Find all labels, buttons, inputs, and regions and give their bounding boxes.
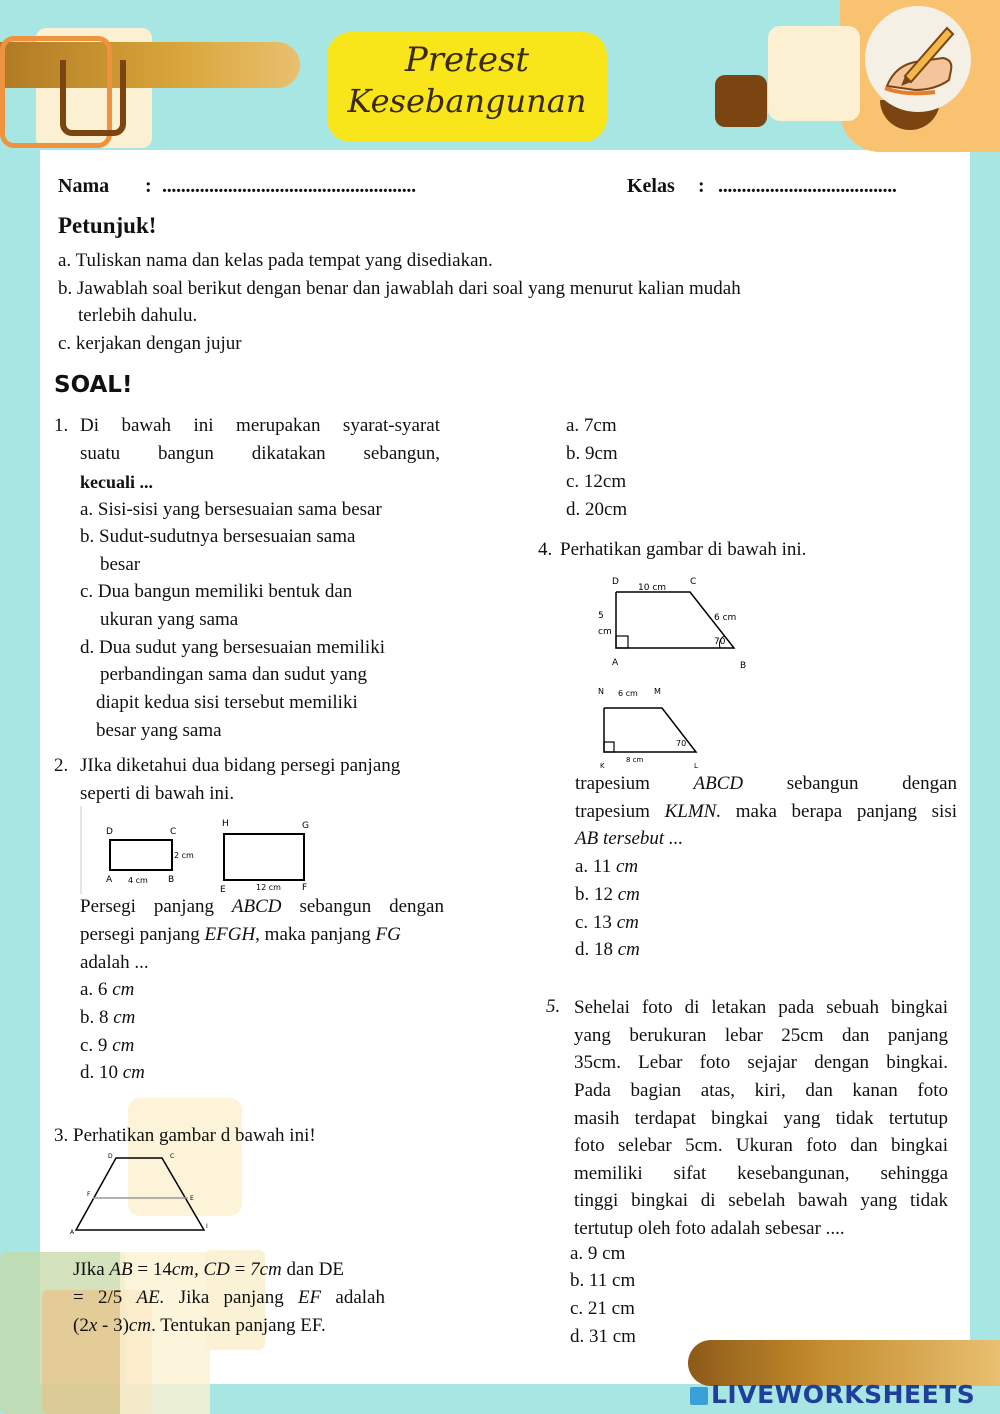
- svg-text:M: M: [654, 687, 661, 696]
- q4-text-line2: trapesium KLMN. maka berapa panjang sisi: [575, 801, 957, 822]
- rectangle-abcd: [110, 840, 172, 870]
- q5-line6: foto selebar 5cm. Ukuran foto dan bingkai: [574, 1135, 948, 1156]
- q2-statement-line1: Persegi panjang ABCD sebangun dengan: [80, 896, 444, 917]
- svg-text:D: D: [106, 827, 113, 837]
- svg-text:K: K: [600, 762, 605, 770]
- q2-rectangles-figure: [80, 806, 320, 896]
- svg-text:6 cm: 6 cm: [618, 689, 638, 698]
- decor-cream-square-right: [768, 26, 860, 121]
- svg-text:5: 5: [598, 611, 604, 621]
- svg-text:C: C: [170, 827, 177, 837]
- frame-right: [970, 0, 1000, 1414]
- q1-option-c-cont: ukuran yang sama: [100, 609, 239, 630]
- brand-text: LIVEWORKSHEETS: [711, 1380, 976, 1409]
- q5-option-a[interactable]: a. 9 cm: [570, 1243, 626, 1264]
- svg-text:cm: cm: [598, 627, 612, 637]
- q1-option-b[interactable]: b. Sudut-sudutnya bersesuaian sama: [80, 526, 356, 547]
- q3-option-c[interactable]: c. 12cm: [566, 471, 627, 492]
- instruction-b-line1: b. Jawablah soal berikut dengan benar dan jawablah dari soal yang menurut kalian mudah: [58, 278, 741, 299]
- svg-text:E: E: [220, 885, 226, 895]
- q2-statement-line3: adalah ...: [80, 952, 149, 973]
- q4-option-b[interactable]: b. 12 cm: [575, 884, 640, 905]
- q4-line1: Perhatikan gambar di bawah ini.: [560, 539, 807, 560]
- svg-text:H: H: [222, 819, 229, 829]
- svg-text:L: L: [694, 762, 698, 770]
- q5-line2: yang berukuran lebar 25cm dan panjang: [574, 1025, 948, 1046]
- q1-option-d-cont3: besar yang sama: [96, 720, 222, 741]
- svg-text:6 cm: 6 cm: [714, 613, 737, 623]
- svg-text:C: C: [690, 577, 697, 587]
- svg-text:4 cm: 4 cm: [128, 876, 148, 885]
- svg-text:F: F: [302, 883, 308, 893]
- title-line-1: Pretest: [404, 40, 530, 80]
- q1-number: 1.: [54, 415, 69, 436]
- svg-text:A: A: [70, 1229, 75, 1236]
- q3-text-line1: JIka AB = 14cm, CD = 7cm dan DE: [73, 1259, 345, 1280]
- svg-text:N: N: [598, 687, 604, 696]
- q3-option-d[interactable]: d. 20cm: [566, 499, 628, 520]
- q1-option-d-cont2: diapit kedua sisi tersebut memiliki: [96, 692, 358, 713]
- class-colon: :: [698, 175, 705, 197]
- svg-text:A: A: [612, 658, 619, 668]
- name-label: Nama: [58, 175, 110, 197]
- q4-text-line1: trapesium ABCD sebangun dengan: [575, 773, 958, 794]
- decor-brown-outline: [60, 60, 126, 136]
- q3-number: 3.: [54, 1125, 69, 1146]
- name-colon: :: [145, 175, 152, 197]
- instruction-b-line2: terlebih dahulu.: [78, 305, 198, 326]
- q1-option-c[interactable]: c. Dua bangun memiliki bentuk dan: [80, 581, 353, 602]
- q1-option-d[interactable]: d. Dua sudut yang bersesuaian memiliki: [80, 637, 385, 658]
- instruction-c: c. kerjakan dengan jujur: [58, 333, 242, 354]
- instructions-heading: Petunjuk!: [58, 213, 157, 238]
- svg-text:70: 70: [714, 637, 726, 647]
- liveworksheets-brand: [690, 1380, 990, 1410]
- svg-text:2 cm: 2 cm: [174, 851, 194, 860]
- q5-line1: Sehelai foto di letakan pada sebuah bingkai: [574, 997, 948, 1018]
- q2-number: 2.: [54, 755, 69, 776]
- q4-option-d[interactable]: d. 18 cm: [575, 939, 640, 960]
- q3-option-b[interactable]: b. 9cm: [566, 443, 618, 464]
- q3-option-a[interactable]: a. 7cm: [566, 415, 617, 436]
- svg-text:G: G: [302, 821, 309, 831]
- q5-line3: 35cm. Lebar foto sejajar dengan bingkai.: [574, 1052, 948, 1073]
- svg-text:8 cm: 8 cm: [626, 756, 644, 764]
- writing-hand-circle: [865, 6, 971, 112]
- class-input-dots[interactable]: ......................................: [718, 175, 897, 197]
- q2-option-d[interactable]: d. 10 cm: [80, 1062, 145, 1083]
- svg-text:B: B: [740, 661, 747, 671]
- q5-line9: tertutup oleh foto adalah sebesar ....: [574, 1218, 845, 1239]
- q3-text-line3: (2x - 3)cm. Tentukan panjang EF.: [73, 1315, 326, 1336]
- rectangle-efgh: [224, 834, 304, 880]
- instruction-a: a. Tuliskan nama dan kelas pada tempat yang disediakan.: [58, 250, 493, 271]
- q5-number: 5.: [546, 996, 561, 1017]
- svg-text:D: D: [612, 577, 619, 587]
- q2-option-b[interactable]: b. 8 cm: [80, 1007, 136, 1028]
- q1-line2: suatu bangun dikatakan sebangun,: [80, 443, 440, 464]
- q4-text-line3: AB tersebut ...: [575, 828, 684, 849]
- q2-statement-line2: persegi panjang EFGH, maka panjang FG: [80, 924, 401, 945]
- q5-line5: masih terdapat bingkai yang tidak tertutup: [574, 1108, 948, 1129]
- soal-heading: SOAL!: [54, 372, 133, 398]
- svg-text:F: F: [87, 1191, 91, 1198]
- q4-option-c[interactable]: c. 13 cm: [575, 912, 639, 933]
- q1-option-b-cont: besar: [100, 554, 141, 575]
- decor-brown-square: [715, 75, 767, 127]
- svg-text:B: B: [168, 875, 175, 885]
- q3-trapezoid-figure: [66, 1150, 216, 1242]
- q2-line1: JIka diketahui dua bidang persegi panjang: [80, 755, 401, 776]
- svg-text:70: 70: [676, 739, 687, 748]
- q2-line2: seperti di bawah ini.: [80, 783, 235, 804]
- q5-option-b[interactable]: b. 11 cm: [570, 1270, 636, 1291]
- q1-line1: Di bawah ini merupakan syarat-syarat: [80, 415, 440, 436]
- frame-left: [0, 0, 40, 1414]
- q1-line3: kecuali ...: [80, 472, 154, 492]
- svg-text:12 cm: 12 cm: [256, 883, 281, 892]
- name-input-dots[interactable]: ......................................................: [162, 175, 416, 197]
- q1-option-d-cont1: perbandingan sama dan sudut yang: [100, 664, 367, 685]
- q3-line1: Perhatikan gambar d bawah ini!: [73, 1125, 316, 1146]
- q5-line8: tinggi bingkai di sebelah bawah yang tidak: [574, 1190, 948, 1211]
- q2-option-c[interactable]: c. 9 cm: [80, 1035, 135, 1056]
- trapezoid-abcd: [76, 1158, 204, 1230]
- liveworksheets-logo-icon: [690, 1387, 708, 1405]
- q4-number: 4.: [538, 539, 553, 560]
- q3-text-line2: = 2/5 AE. Jika panjang EF adalah: [73, 1287, 385, 1308]
- svg-text:10 cm: 10 cm: [638, 583, 667, 593]
- class-label: Kelas: [627, 175, 675, 197]
- svg-text:I: I: [206, 1223, 208, 1230]
- q5-line7: memiliki sifat kesebangunan, sehingga: [574, 1163, 948, 1184]
- q5-option-c[interactable]: c. 21 cm: [570, 1298, 635, 1319]
- q2-option-a[interactable]: a. 6 cm: [80, 979, 135, 1000]
- svg-text:A: A: [106, 875, 113, 885]
- svg-text:D: D: [108, 1153, 113, 1160]
- svg-text:C: C: [170, 1153, 175, 1160]
- q4-option-a[interactable]: a. 11 cm: [575, 856, 639, 877]
- writing-hand-icon: [865, 6, 971, 112]
- title-line-2: Kesebangunan: [347, 82, 587, 120]
- q4-trapezoids-figure: [590, 570, 760, 770]
- q5-option-d[interactable]: d. 31 cm: [570, 1326, 636, 1347]
- q1-option-a[interactable]: a. Sisi-sisi yang bersesuaian sama besar: [80, 499, 382, 520]
- q5-line4: Pada bagian atas, kiri, dan kanan foto: [574, 1080, 948, 1101]
- svg-text:E: E: [190, 1195, 194, 1202]
